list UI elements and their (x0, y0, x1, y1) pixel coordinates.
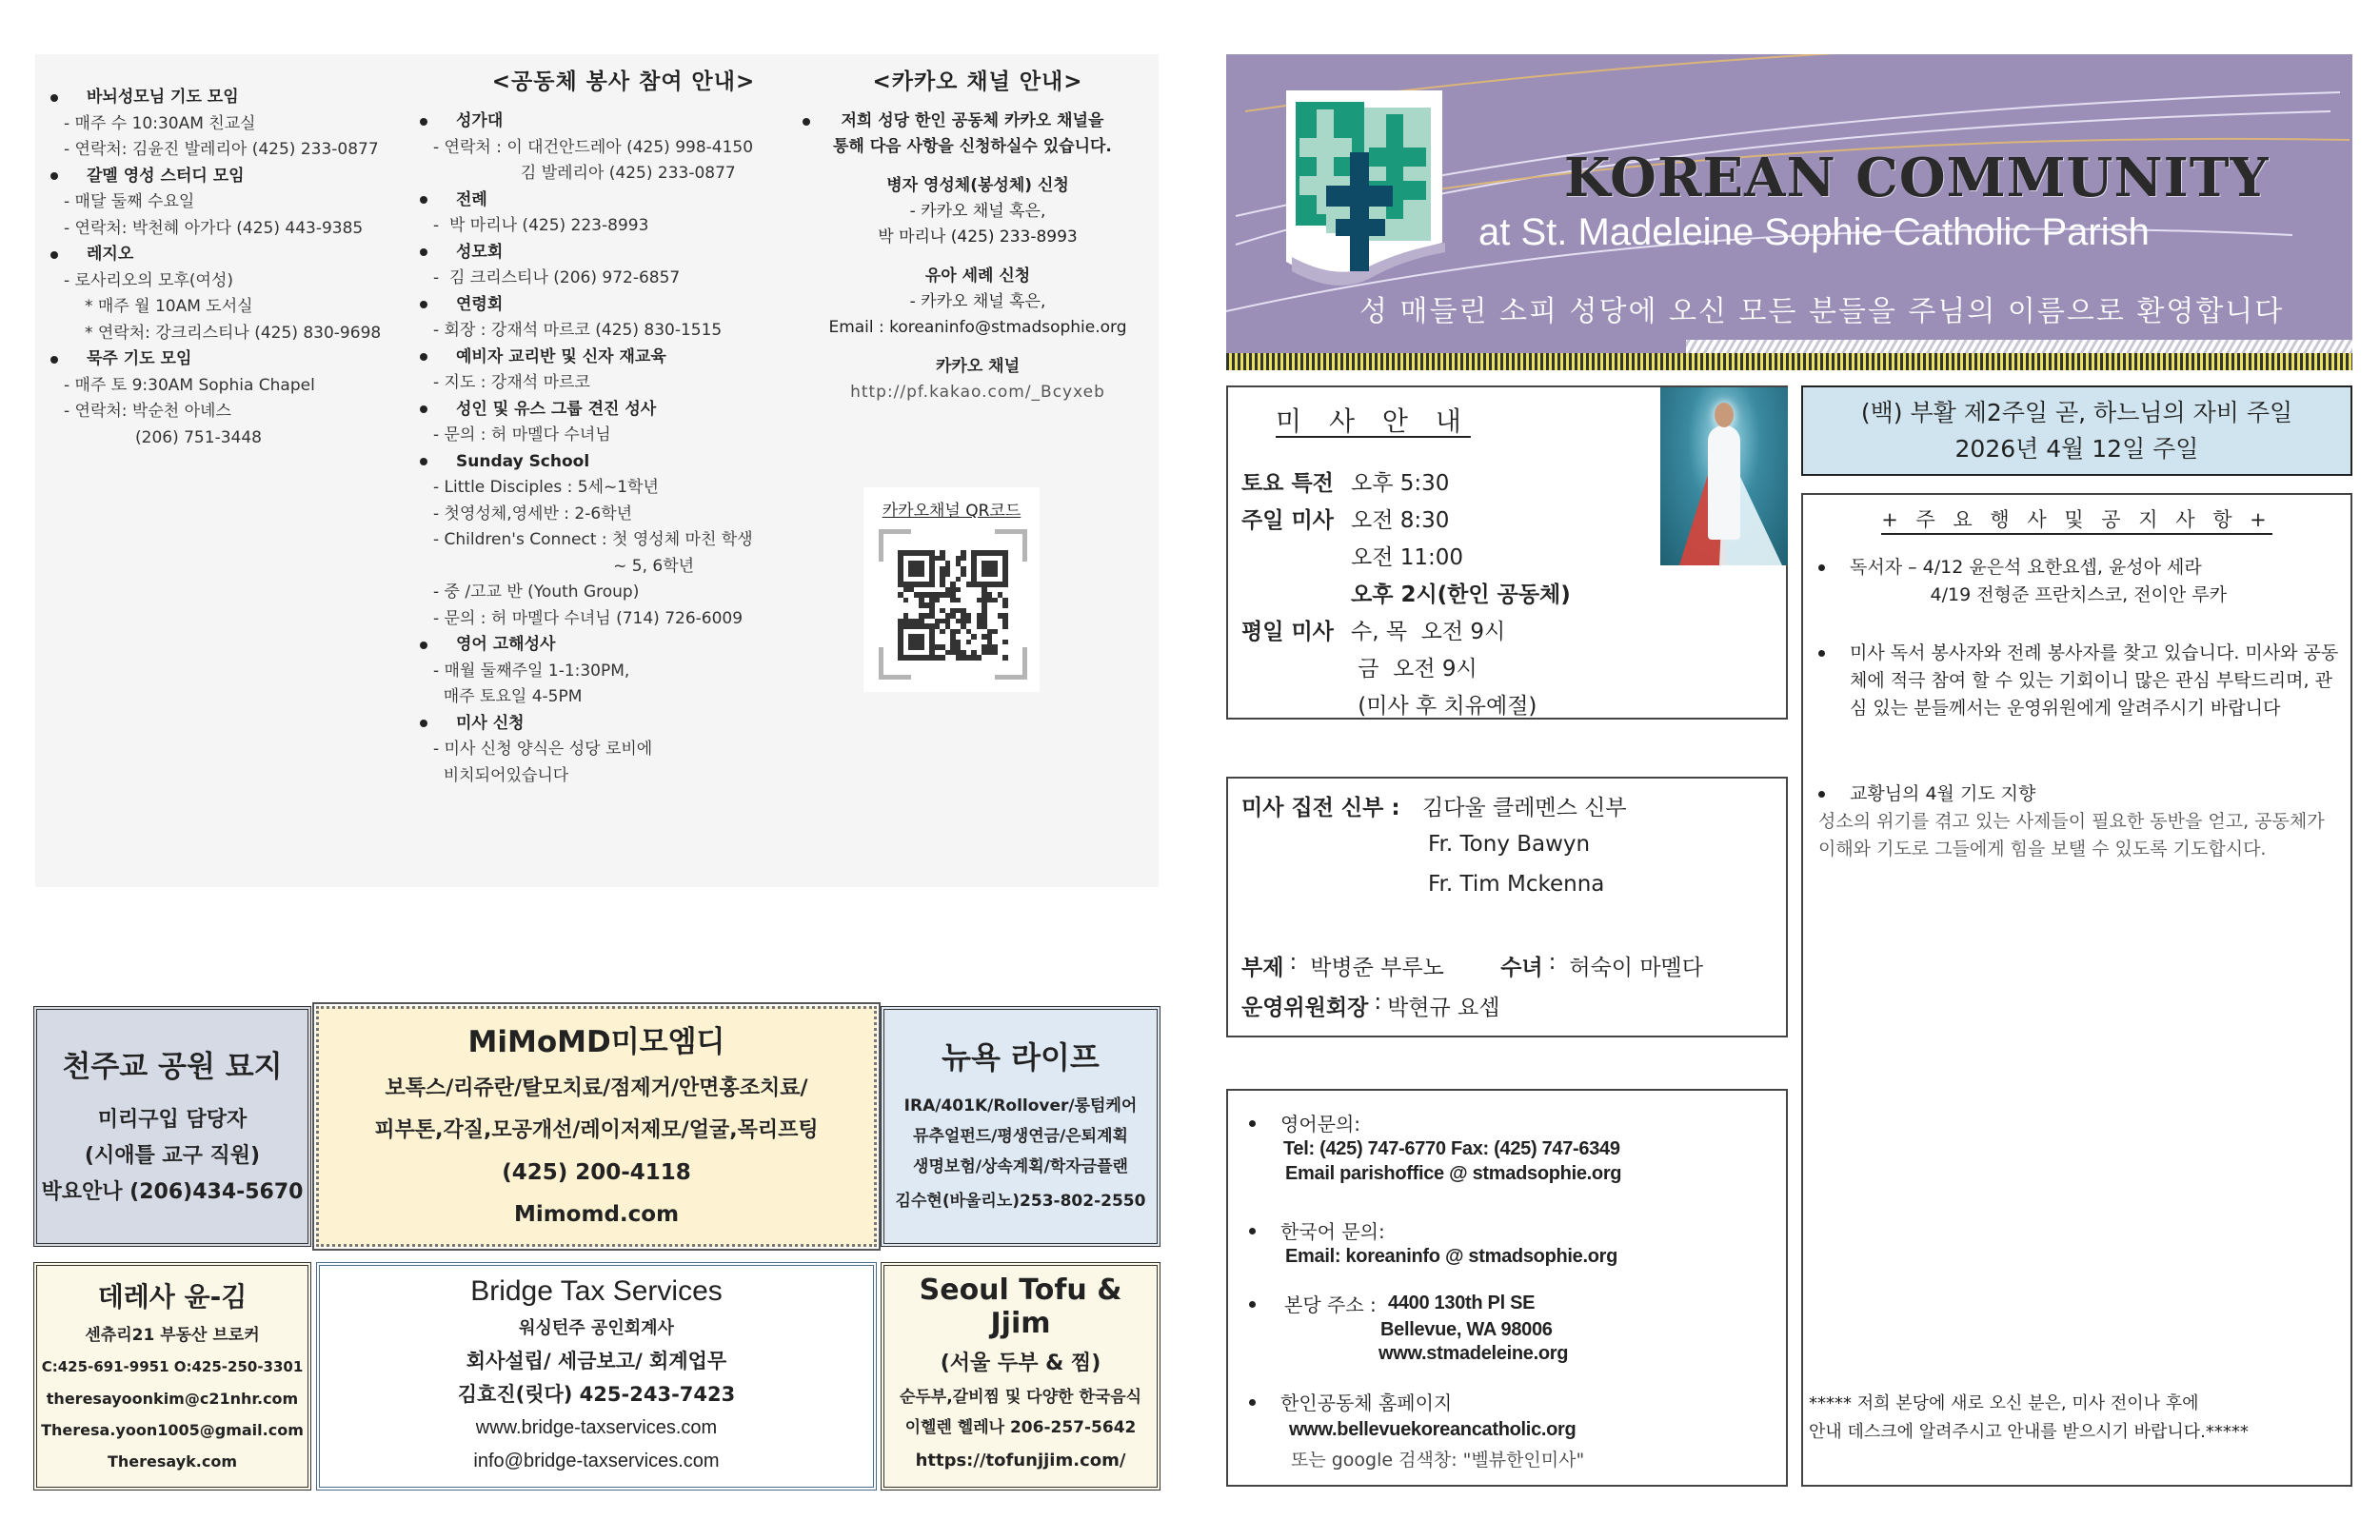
group-line: * 연락처: 강크리스티나 (425) 830-9698 (85, 323, 382, 343)
ad-phone: 김효진(릿다) 425-243-7423 (457, 1382, 736, 1406)
ad-title: 데레사 윤-김 (97, 1280, 248, 1313)
volunteer-group (414, 397, 833, 449)
group-title: 성가대 (456, 111, 504, 130)
volunteer-group (414, 632, 833, 711)
deacon-label: 부제 (1241, 956, 1284, 980)
celebrant-label: 미사 집전 신부 : (1241, 796, 1400, 820)
council-label: 운영위원회장 (1241, 996, 1369, 1020)
kakao-intro (797, 109, 1159, 160)
korean-homepage (1243, 1391, 1452, 1415)
celebrant-row (1241, 790, 1627, 821)
group-line: - 매달 둘째 수요일 (64, 192, 195, 211)
group-title: 연령회 (456, 294, 504, 314)
mass-time: (미사 후 치유예절) (1351, 694, 1537, 719)
bullet-icon (420, 248, 427, 256)
ad-website-link[interactable]: Theresayk.com (107, 1451, 238, 1471)
ad-line: IRA/401K/Rollover/롱텀케어 (903, 1096, 1138, 1116)
mass-row (1241, 503, 1449, 540)
block-heading: 병자 영성체(봉성체) 신청 (886, 176, 1069, 195)
korean-email-link[interactable]: Email: koreaninfo @ stmadsophie.org (1285, 1246, 1618, 1267)
ad-title: Bridge Tax Services (470, 1274, 723, 1307)
group-line: - 연락처: 박천혜 아가다 (425) 443-9385 (64, 218, 364, 238)
block-line: 박 마리나 (425) 233-8993 (878, 227, 1078, 247)
bullet-icon (1249, 1399, 1256, 1406)
bullet-icon (420, 405, 427, 413)
mass-day-label (1241, 577, 1351, 614)
block-heading: 카카오 채널 (935, 357, 1021, 376)
office-phone: Tel: (425) 747-6770 Fax: (425) 747-6349 (1283, 1138, 1620, 1159)
mass-time: 수, 목 오전 9시 (1351, 620, 1506, 644)
volunteer-groups (414, 109, 833, 789)
contact-box (1226, 1089, 1788, 1487)
group-title: 미사 신청 (456, 713, 525, 733)
council-name: 박현규 요셉 (1387, 996, 1500, 1020)
bullet-icon (420, 720, 427, 727)
ad-line: 미리구입 담당자 (97, 1108, 248, 1132)
notice-volunteers (1813, 640, 2341, 722)
volunteer-title: <공동체 봉사 참여 안내> (491, 69, 756, 94)
volunteer-group (414, 345, 833, 397)
deacon-name: 박병준 부루노 (1310, 956, 1444, 980)
community-header-banner (1226, 54, 2352, 370)
bullet-icon (1818, 650, 1825, 657)
group-line: * 매주 월 10AM 도서실 (85, 297, 253, 316)
group-title: 레지오 (87, 245, 134, 264)
announcements-box (1801, 493, 2352, 1487)
bullet-icon (50, 356, 58, 364)
group-line: - 첫영성체,영세반 : 2-6학년 (433, 503, 633, 523)
group-title: 성모회 (456, 242, 504, 262)
bullet-icon (420, 118, 427, 126)
ad-phone: 이헬렌 헬레나 206-257-5642 (904, 1418, 1137, 1437)
office-email-link[interactable]: Email parishoffice @ stmadsophie.org (1285, 1163, 1622, 1184)
volunteer-group (414, 292, 833, 345)
group-line: 김 발레리아 (425) 233-0877 (433, 164, 736, 183)
group-line: - 연락처: 김윤진 발레리아 (425) 233-0877 (64, 140, 379, 159)
ad-title: 천주교 공원 묘지 (62, 1050, 283, 1084)
parish-address (1243, 1293, 1377, 1317)
bullet-icon (50, 251, 58, 259)
celebrant-name: Fr. Tony Bawyn (1428, 832, 1591, 857)
newcomer-note (1809, 1390, 2249, 1447)
prayer-groups-column (45, 85, 426, 451)
ad-catholic-cemetery (33, 1006, 311, 1247)
mass-row (1241, 651, 1478, 688)
bullet-icon (1249, 1228, 1256, 1234)
ad-website-link[interactable]: www.bridge-taxservices.com (475, 1416, 718, 1438)
group-line: - 문의 : 허 마멜다 수녀님 (714) 726-6009 (433, 608, 744, 628)
notice-line: 독서자 – 4/12 윤은석 요한요셉, 윤성아 세라 (1850, 557, 2202, 578)
notice-line: 4/19 전형준 프란치스코, 전이안 루카 (1850, 584, 2228, 605)
group-line: - 연락처: 박순천 아녜스 (64, 402, 231, 421)
mass-day-label (1241, 540, 1351, 577)
english-label: 영어문의: (1280, 1113, 1361, 1135)
bullet-icon (50, 94, 58, 102)
checker-border (1226, 353, 2352, 370)
clergy-box (1226, 777, 1788, 1037)
volunteer-group (414, 109, 833, 188)
group-rosary-mary (45, 85, 426, 164)
ad-line: 센츄리21 부동산 브로커 (85, 1325, 260, 1345)
group-line: - 문의 : 허 마멜다 수녀님 (433, 425, 611, 444)
ad-phone: C:425-691-9951 O:425-250-3301 (41, 1357, 304, 1375)
ad-phone: 김수현(바울리노)253-802-2550 (895, 1191, 1146, 1211)
mass-time: 오전 8:30 (1351, 508, 1450, 533)
bullet-icon (420, 196, 427, 204)
ad-website-link[interactable]: Mimomd.com (513, 1202, 680, 1227)
ad-theresa-yoon-kim (33, 1262, 311, 1491)
mass-time: 오후 2시(한인 공동체) (1351, 582, 1571, 607)
group-line: - 박 마리나 (425) 223-8993 (433, 216, 649, 235)
group-carmel (45, 164, 426, 243)
volunteer-group (414, 711, 833, 790)
bulletin-date: 2026년 4월 12일 주일 (1954, 435, 2199, 463)
qr-code-icon[interactable] (879, 529, 1027, 680)
group-legio (45, 242, 426, 346)
ad-title: Seoul Tofu & Jjim (919, 1273, 1122, 1340)
bullet-icon (420, 301, 427, 308)
header-welcome: 성 매들린 소피 성당에 오신 모든 분들을 주님의 이름으로 환영합니다 (1359, 295, 2285, 328)
bullet-icon (1818, 564, 1825, 571)
notice-lectors (1813, 554, 2341, 609)
announcements-title: + 주 요 행 사 및 공 지 사 항 + (1803, 504, 2350, 533)
infant-baptism-block (797, 264, 1159, 341)
address-line: Bellevue, WA 98006 (1380, 1319, 1553, 1340)
korean-label: 한국어 문의: (1280, 1220, 1385, 1243)
volunteer-group (414, 188, 833, 240)
kakao-channel-block (797, 354, 1159, 405)
mass-time: 오전 11:00 (1351, 545, 1464, 570)
ad-phone: (425) 200-4118 (502, 1160, 691, 1185)
homepage-label: 한인공동체 홈페이지 (1280, 1392, 1453, 1414)
bullet-icon (420, 353, 427, 361)
celebrant-name: Fr. Tim Mckenna (1428, 872, 1605, 897)
volunteer-column (414, 54, 833, 789)
group-title: 성인 및 유스 그룹 견진 성사 (456, 399, 657, 419)
ad-line: 순두부,갈비찜 및 다양한 한국음식 (899, 1388, 1142, 1407)
group-line: - 로사리오의 모후(여성) (64, 270, 234, 290)
header-subtitle: at St. Madeleine Sophie Catholic Parish (1478, 211, 2150, 253)
sister-name: 허숙이 마멜다 (1569, 956, 1703, 980)
mass-row (1241, 577, 1571, 614)
group-rosary (45, 346, 426, 451)
kakao-link[interactable]: http://pf.kakao.com/_Bcyxeb (850, 383, 1105, 402)
mass-day-label (1241, 688, 1351, 725)
group-title: 예비자 교리반 및 신자 재교육 (456, 346, 666, 366)
celebrant-name: 김다울 클레멘스 신부 (1422, 796, 1627, 820)
mass-schedule-title: 미 사 안 내 (1276, 405, 1471, 437)
parish-website-link[interactable]: www.stmadeleine.org (1378, 1343, 1569, 1364)
group-line: - 김 크리스티나 (206) 972-6857 (433, 268, 681, 287)
ad-line: 회사설립/ 세금보고/ 회계업무 (466, 1349, 727, 1372)
kakao-column (797, 54, 1159, 521)
hatch-divider (1686, 340, 2352, 353)
block-heading: 유아 세례 신청 (924, 267, 1031, 286)
newcomer-line: 안내 데스크에 알려주시고 안내를 받으시기 바랍니다.***** (1809, 1422, 2249, 1442)
mass-time: 오후 5:30 (1351, 471, 1450, 496)
qr-title: 카카오채널 QR코드 (882, 502, 1021, 521)
english-inquiry (1243, 1112, 1360, 1136)
sick-communion-block (797, 173, 1159, 250)
group-title: 전례 (456, 189, 487, 209)
group-line: (206) 751-3448 (135, 427, 262, 447)
ad-bridge-tax (316, 1262, 877, 1491)
mass-day-label: 토요 특전 (1241, 471, 1334, 496)
group-line: - 매주 수 10:30AM 친교실 (64, 113, 256, 133)
ad-line: 뮤추얼펀드/평생연금/은퇴계획 (913, 1126, 1128, 1146)
bullet-icon (803, 118, 810, 126)
ad-line: 워싱턴주 공인회계사 (519, 1317, 674, 1338)
notice-line: 미사 독서 봉사자와 전례 봉사자를 찾고 있습니다. 미사와 공동체에 적극 참여 할 수 있는 기회이니 많은 관심 부탁드리며, 관심 있는 분들께서는 운영위원에게 알려주시기 바랍니다 (1850, 642, 2339, 719)
mass-schedule-box (1226, 385, 1788, 720)
bullet-icon (420, 642, 427, 649)
group-title: 묵주 기도 모임 (87, 349, 192, 368)
ad-line: 보톡스/리쥬란/탈모치료/점제거/안면홍조치료/ (385, 1076, 808, 1100)
volunteer-group (414, 449, 833, 633)
deacon-sister-row: 부제 : 박병준 부루노 수녀 : 허숙이 마멜다 (1241, 950, 1703, 980)
notice-detail: 성소의 위기를 겪고 있는 사제들이 필요한 동반을 얻고, 공동체가 이해와 기도로 그들에게 힘을 보탤 수 있도록 기도합시다. (1818, 811, 2325, 859)
newcomer-line: ***** 저희 본당에 새로 오신 분은, 미사 전이나 후에 (1809, 1393, 2199, 1413)
block-line: - 카카오 채널 혹은, (909, 292, 1046, 311)
email-link[interactable]: Email : koreaninfo@stmadsophie.org (828, 318, 1127, 337)
group-title: 영어 고해성사 (456, 635, 556, 654)
ad-line: (시애틀 교구 직원) (84, 1144, 261, 1168)
group-line: 매주 토요일 4-5PM (433, 687, 583, 706)
group-line: - 지도 : 강재석 마르코 (433, 373, 590, 392)
ad-title: MiMoMD미모엠디 (467, 1025, 725, 1059)
bullet-icon (1249, 1120, 1256, 1127)
group-line: 비치되어있습니다 (433, 765, 569, 785)
qr-code-card (863, 487, 1040, 692)
group-line: - 매주 토 9:30AM Sophia Chapel (64, 375, 315, 395)
mass-row (1241, 688, 1537, 725)
bullet-icon (1249, 1301, 1256, 1308)
ad-email-link[interactable]: Theresa.yoon1005@gmail.com (41, 1420, 304, 1439)
sister-label: 수녀 (1500, 956, 1543, 980)
search-hint: 또는 google 검색창: "벨뷰한인미사" (1291, 1450, 1585, 1471)
ad-email-link[interactable]: info@bridge-taxservices.com (473, 1450, 720, 1471)
group-line: ~ 5, 6학년 (433, 556, 695, 576)
group-title: Sunday School (456, 451, 590, 471)
mass-row (1241, 465, 1449, 503)
group-line: - 연락처 : 이 대건안드레아 (425) 998-4150 (433, 137, 754, 157)
ad-title: 뉴욕 라이프 (942, 1038, 1100, 1076)
mass-row (1241, 540, 1463, 577)
group-line: - 매월 둘째주일 1-1:30PM, (433, 661, 630, 681)
kakao-intro-line: 저희 성당 한인 공동체 카카오 채널을 (841, 111, 1104, 130)
ministry-info-panel (35, 54, 1159, 887)
divine-mercy-image (1660, 387, 1788, 565)
mass-day-label (1241, 651, 1351, 688)
ad-seoul-tofu (881, 1262, 1160, 1491)
group-line: - 회장 : 강재석 마르코 (425) 830-1515 (433, 321, 723, 340)
homepage-link[interactable]: www.bellevuekoreancatholic.org (1289, 1419, 1577, 1440)
bullet-icon (420, 458, 427, 465)
ad-line: 피부톤,각질,모공개선/레이저제모/얼굴,목리프팅 (374, 1118, 819, 1142)
group-line: - 중 /고교 반 (Youth Group) (433, 582, 640, 602)
ad-line: 생명보험/상속계획/학자금플랜 (913, 1156, 1128, 1176)
group-line: - Children's Connect : 첫 영성체 마친 학생 (433, 530, 753, 549)
mass-day-label: 평일 미사 (1241, 620, 1334, 644)
ad-newyork-life (881, 1006, 1160, 1247)
ad-email-link[interactable]: theresayoonkim@c21nhr.com (46, 1389, 299, 1408)
group-line: - 미사 신청 양식은 성당 로비에 (433, 740, 653, 759)
notice-line: 교황님의 4월 기도 지향 (1850, 783, 2036, 804)
address-label: 본당 주소 : (1284, 1293, 1377, 1316)
kakao-title: <카카오 채널 안내> (872, 69, 1083, 94)
group-title: 갈멜 영성 스터디 모임 (87, 166, 245, 186)
feast-name: (백) 부활 제2주일 곧, 하느님의 자비 주일 (1860, 399, 2293, 426)
group-title: 바뇌성모님 기도 모임 (87, 88, 239, 107)
mass-time: 금 오전 9시 (1351, 657, 1478, 681)
bullet-icon (1818, 791, 1825, 798)
mass-row (1241, 614, 1505, 651)
address-line: 4400 130th Pl SE (1388, 1293, 1536, 1313)
ad-mimomd (316, 1006, 877, 1247)
ad-website-link[interactable]: https://tofunjjim.com/ (915, 1451, 1126, 1471)
ad-line: 박요안나 (206)434-5670 (41, 1180, 304, 1204)
ad-line: (서울 두부 & 찜) (940, 1352, 1101, 1375)
group-line: - Little Disciples : 5세~1학년 (433, 478, 659, 497)
parish-logo-icon (1279, 90, 1450, 290)
header-title: KOREAN COMMUNITY (1564, 147, 2270, 209)
mass-day-label: 주일 미사 (1241, 508, 1334, 533)
volunteer-group (414, 240, 833, 292)
liturgical-date-box (1801, 385, 2352, 476)
council-row: 운영위원회장 : 박현규 요셉 (1241, 990, 1500, 1020)
block-line: - 카카오 채널 혹은, (909, 202, 1046, 221)
notice-pope-intention (1813, 780, 2341, 863)
bullet-icon (50, 172, 58, 180)
kakao-intro-line: 통해 다음 사항을 신청하실수 있습니다. (833, 137, 1112, 156)
korean-inquiry (1243, 1219, 1385, 1244)
